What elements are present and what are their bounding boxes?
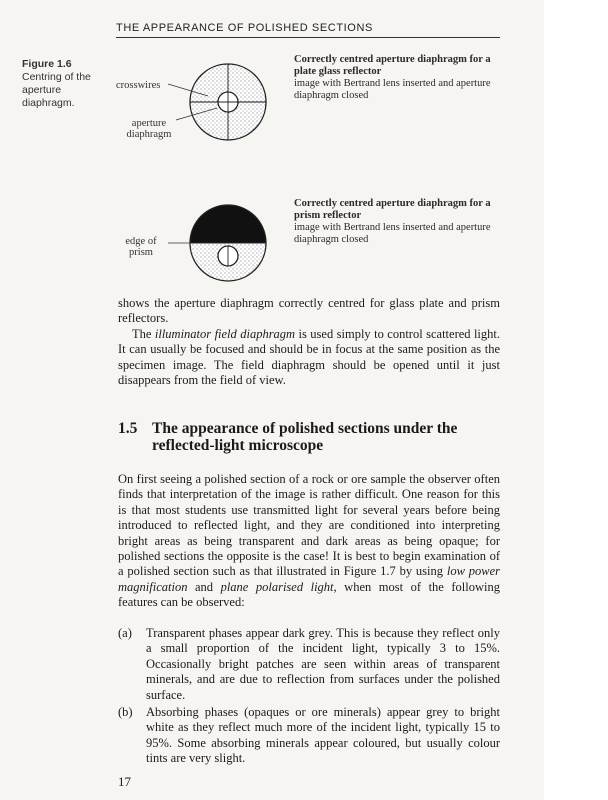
paragraph-section-intro: [118, 472, 500, 611]
list-item: [118, 626, 500, 703]
prism-view: [168, 203, 268, 283]
list-item: [118, 705, 500, 767]
section-heading: [118, 420, 500, 454]
note-plate-glass-heading: Correctly centred aperture diaphragm for a plate glass reflector: [294, 54, 491, 77]
paragraph-field-diaphragm: [118, 327, 500, 389]
crosswires-label: crosswires: [116, 80, 161, 91]
low-power-term: low power magnification: [118, 564, 500, 594]
paragraph-intro: shows the aperture diaphragm correctly centred for glass plate and prism reflectors.: [118, 296, 500, 326]
section-title: The appearance of polished sections under the reflected-light microscope: [152, 420, 458, 454]
note-prism-heading: Correctly centred aperture diaphragm for a prism reflector: [294, 198, 491, 221]
field-text-post: is used simply to control scattered light. It can usually be focused and should be in focus at the same position as the specimen image. The field diaphragm should be opened until it just disappears from the field of view.: [118, 327, 501, 388]
field-text-pre: The: [132, 327, 155, 341]
figure-caption-text: Centring of the aperture diaphragm.: [22, 71, 91, 109]
section-number: 1.5: [118, 420, 138, 437]
aperture-diaphragm-label: aperture diaphragm: [126, 118, 172, 140]
section-text-post: , when most of the following features can be observed:: [118, 579, 500, 610]
note-plate-glass: [294, 54, 494, 102]
prism-shadow: [188, 203, 268, 243]
note-prism-text: image with Bertrand lens inserted and aperture diaphragm closed: [294, 222, 491, 245]
list-marker: (b): [118, 705, 133, 720]
note-plate-glass-text: image with Bertrand lens inserted and aperture diaphragm closed: [294, 78, 491, 101]
running-head: THE APPEARANCE OF POLISHED SECTIONS: [116, 22, 500, 38]
scan-margin: [544, 0, 608, 800]
list-text: Transparent phases appear dark grey. This is because they reflect only a small proportion of the incident light, typically 3 to 15%. Occasionally bright patches are seen within areas of transparent minerals, and are due to reflection from surfaces under the polished surface.: [146, 626, 500, 702]
list-text: Absorbing phases (opaques or ore minerals) appear grey to bright white as they reflect much more of the incident light, typically 15 to 95%. Some absorbing minerals appear coloured, but usually colour tints are very slight.: [146, 705, 500, 766]
page-number: 17: [118, 774, 131, 789]
figure-number: Figure 1.6: [22, 58, 72, 70]
plane-polarised-term: plane polarised light: [220, 579, 334, 594]
list-marker: (a): [118, 626, 132, 640]
edge-of-prism-label: edge of prism: [125, 236, 157, 258]
figure-caption: [22, 58, 110, 110]
section-text-mid: and: [187, 579, 221, 594]
note-prism: [294, 198, 494, 246]
section-text-pre: On first seeing a polished section of a rock or ore sample the observer often finds that interpretation of the image is rather difficult. One reason for this is that most students use transmitted light for several years before being introduced to reflected light, and they are conditioned into interpreting bright areas as being transparent and dark areas as being opaque; for polished sections the opposite is the case! It is best to begin examination of a polished section such as that illustrated in Figure 1.7 by using: [118, 472, 500, 579]
plate-glass-view: [168, 64, 266, 140]
feature-list: [118, 626, 500, 769]
field-diaphragm-term: illuminator field diaphragm: [154, 327, 296, 341]
